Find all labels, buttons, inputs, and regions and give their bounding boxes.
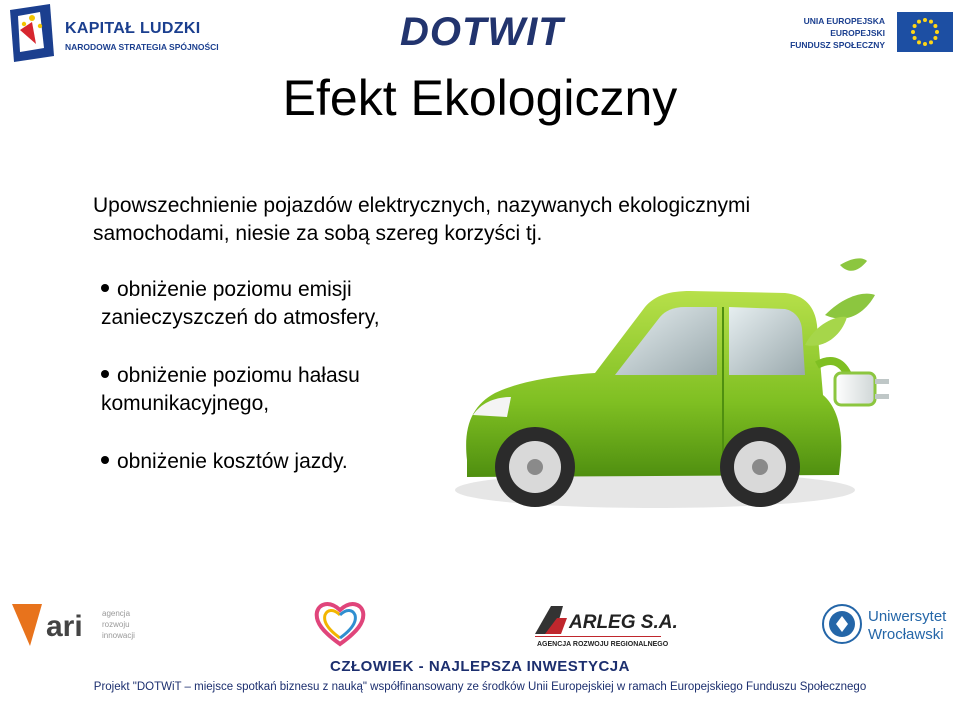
electric-car-illustration xyxy=(455,255,895,555)
ari-text: ari xyxy=(46,610,83,643)
bullet-text-line1: obniżenie poziomu emisji xyxy=(117,278,352,301)
bullet-text-line1: obniżenie kosztów jazdy. xyxy=(117,450,348,473)
footer-project-text: Projekt "DOTWiT – miejsce spotkań biznesu z nauką" współfinansowany ze środków Unii Europejskiej w ramach Europejskiego Funduszu Społecznego xyxy=(93,681,867,693)
bullet-item-noise xyxy=(101,362,481,418)
arleg-text: ARLEG S.A. xyxy=(569,612,678,633)
eu-logo-line3: FUNDUSZ SPOŁECZNY xyxy=(790,40,885,50)
eu-flag-icon xyxy=(897,12,953,52)
eu-logo xyxy=(788,12,953,57)
dotwit-logo xyxy=(400,10,595,55)
bullet-text-line1: obniżenie poziomu hałasu xyxy=(117,364,360,387)
uwr-logo xyxy=(822,602,957,647)
bullet-icon xyxy=(101,284,109,292)
kapital-ludzki-logo xyxy=(10,4,220,64)
dotwit-logo-text: DOTWIT xyxy=(400,10,564,54)
bullet-text-line2: zanieczyszczeń do atmosfery, xyxy=(101,306,380,329)
bullet-icon xyxy=(101,456,109,464)
intro-line-1: Upowszechnienie pojazdów elektrycznych, nazywanych ekologicznymi xyxy=(93,194,751,217)
bullet-icon xyxy=(101,370,109,378)
ari-small-2: rozwoju xyxy=(102,620,130,629)
bullet-text-line2: komunikacyjnego, xyxy=(101,392,270,415)
bullet-item-emissions xyxy=(101,276,481,332)
arleg-subtitle: AGENCJA ROZWOJU REGIONALNEGO xyxy=(537,641,669,648)
heart-logo xyxy=(313,598,368,650)
kapital-ludzki-title: KAPITAŁ LUDZKI xyxy=(65,20,201,37)
kapital-ludzki-flag-icon xyxy=(10,4,54,62)
arleg-logo xyxy=(533,604,678,649)
slide-title: Efekt Ekologiczny xyxy=(282,70,678,126)
ari-small-1: agencja xyxy=(102,609,131,618)
ari-small-3: innowacji xyxy=(102,631,135,640)
ari-logo xyxy=(12,602,147,647)
ari-triangle-icon xyxy=(12,604,42,646)
footer-slogan: CZŁOWIEK - NAJLEPSZA INWESTYCJA xyxy=(330,658,630,675)
bullet-item-costs xyxy=(101,448,481,476)
uwr-line-1: Uniwersytet xyxy=(868,608,947,625)
eu-logo-line2: EUROPEJSKI xyxy=(830,28,885,38)
kapital-ludzki-subtitle: NARODOWA STRATEGIA SPÓJNOŚCI xyxy=(65,42,219,52)
uwr-line-2: Wrocławski xyxy=(868,626,944,643)
intro-line-2: samochodami, niesie za sobą szereg korzyści tj. xyxy=(93,222,543,245)
intro-paragraph xyxy=(93,192,863,248)
eu-logo-line1: UNIA EUROPEJSKA xyxy=(803,16,885,26)
